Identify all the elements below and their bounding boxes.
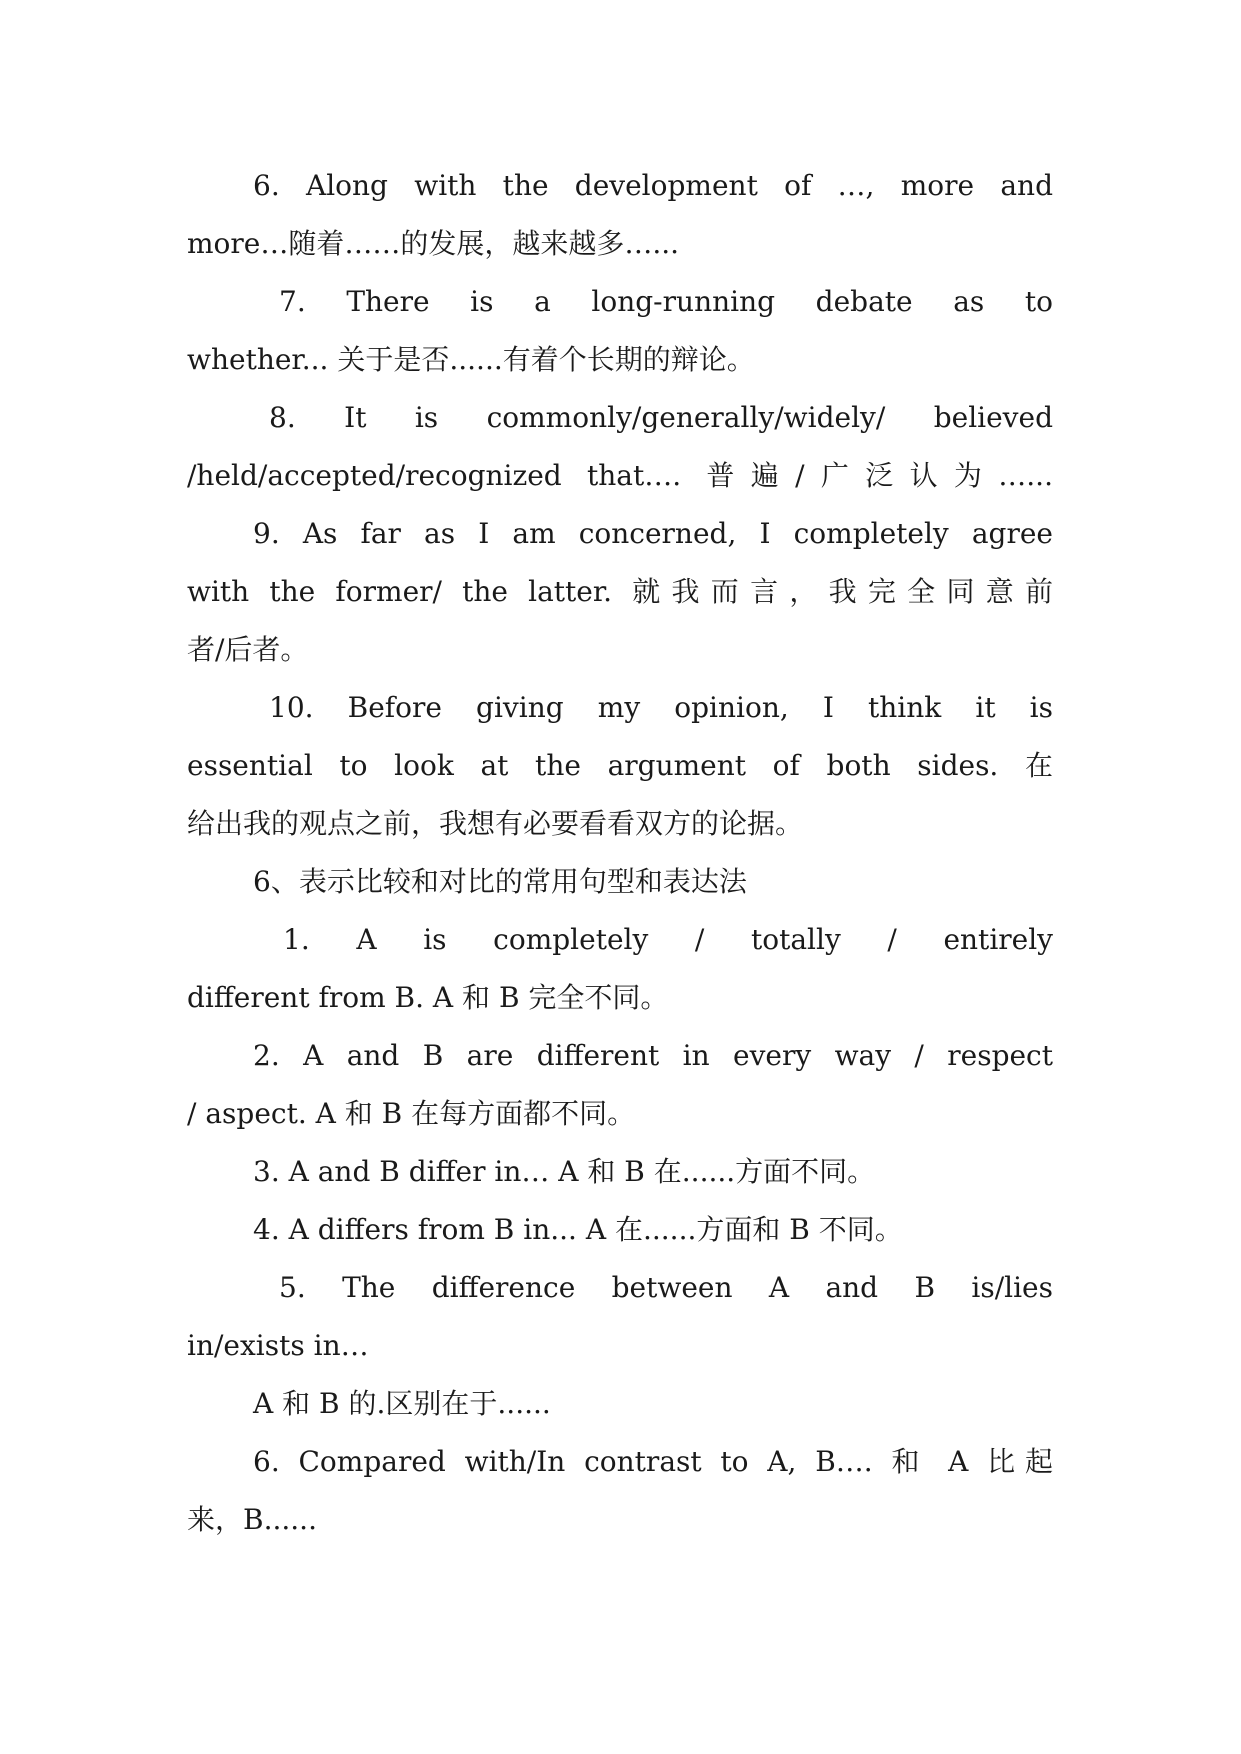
text-line: with the former/ the latter. 就我而言，我完全同意前 <box>187 575 1053 608</box>
text-line: 5. The difference between A and B is/lies <box>279 1271 1053 1304</box>
text-line: 4. A differs from B in... A 在......方面和 B 不同。 <box>253 1213 903 1246</box>
text-line: 来，B...... <box>187 1503 317 1536</box>
text-line: 7. There is a long-running debate as to <box>279 285 1053 318</box>
text-line: 1. A is completely / totally / entirely <box>283 923 1053 956</box>
text-line: essential to look at the argument of both sides. 在 <box>187 749 1053 782</box>
text-line: 10. Before giving my opinion, I think it is <box>269 691 1053 724</box>
text-line: / aspect. A 和 B 在每方面都不同。 <box>187 1097 636 1130</box>
text-line: 9. As far as I am concerned, I completely agree <box>253 517 1053 550</box>
text-line: 给出我的观点之前，我想有必要看看双方的论据。 <box>187 807 804 840</box>
text-line: 6. Compared with/In contrast to A, B…. 和 A 比起 <box>253 1445 1053 1478</box>
text-line: whether... 关于是否......有着个长期的辩论。 <box>187 343 755 376</box>
text-line: 者/后者。 <box>187 633 309 666</box>
text-line: in/exists in… <box>187 1329 369 1362</box>
text-line: /held/accepted/recognized that…. 普遍/广泛认为…... <box>187 459 1053 492</box>
text-line: more…随着……的发展，越来越多…... <box>187 227 680 260</box>
text-line: 6. Along with the development of …, more and <box>253 169 1053 202</box>
text-line: 3. A and B differ in… A 和 B 在......方面不同。 <box>253 1155 876 1188</box>
text-line: 8. It is commonly/generally/widely/ believed <box>269 401 1053 434</box>
text-line: 2. A and B are different in every way / respect <box>253 1039 1053 1072</box>
section-heading: 6、表示比较和对比的常用句型和表达法 <box>253 865 747 898</box>
text-line: different from B. A 和 B 完全不同。 <box>187 981 669 1014</box>
text-line: A 和 B 的.区别在于...... <box>253 1387 551 1420</box>
